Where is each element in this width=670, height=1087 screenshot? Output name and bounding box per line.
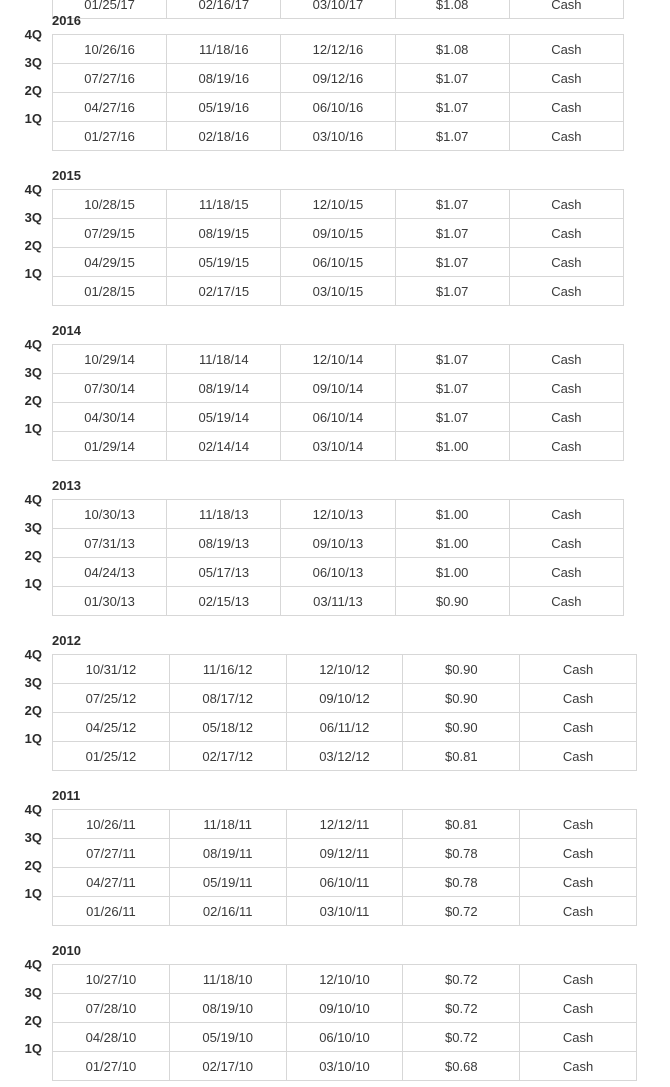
quarter-label: 4Q [24,27,42,42]
record-date: 02/16/17 [167,0,281,19]
dividend-amount: $0.72 [403,965,520,994]
dividend-amount: $1.07 [395,403,509,432]
dividend-amount: $0.72 [403,897,520,926]
table-row [53,655,637,684]
declared-date: 01/27/16 [53,122,167,151]
payable-date: 03/10/14 [281,432,395,461]
dividend-type: Cash [509,190,623,219]
declared-date: 04/30/14 [53,403,167,432]
dividend-amount: $1.07 [395,93,509,122]
declared-date: 04/27/11 [53,868,170,897]
quarter-label: 3Q [24,675,42,690]
quarter-label: 2Q [24,238,42,253]
dividend-type: Cash [509,122,623,151]
declared-date: 04/28/10 [53,1023,170,1052]
table-row [53,35,624,64]
record-date: 05/19/15 [167,248,281,277]
dividend-amount: $1.00 [395,529,509,558]
record-date: 02/14/14 [167,432,281,461]
table-row [53,684,637,713]
dividend-amount: $1.07 [395,122,509,151]
dividend-amount: $0.90 [395,587,509,616]
payable-date: 06/11/12 [286,713,403,742]
dividend-type: Cash [509,500,623,529]
dividend-type: Cash [520,742,637,771]
record-date: 05/18/12 [169,713,286,742]
payable-date: 12/10/14 [281,345,395,374]
dividend-amount: $1.08 [395,0,509,19]
dividend-type: Cash [520,1023,637,1052]
payable-date: 03/11/13 [281,587,395,616]
year-heading: 2012 [52,633,81,648]
declared-date: 01/25/12 [53,742,170,771]
dividend-amount: $0.90 [403,684,520,713]
dividend-type: Cash [509,587,623,616]
quarter-labels [0,646,42,758]
dividend-amount: $0.78 [403,868,520,897]
dividend-amount: $1.07 [395,219,509,248]
record-date: 08/19/14 [167,374,281,403]
table-row [53,345,624,374]
dividend-type: Cash [509,219,623,248]
dividend-amount: $1.00 [395,432,509,461]
quarter-label: 3Q [24,520,42,535]
declared-date: 01/26/11 [53,897,170,926]
quarter-label: 1Q [24,421,42,436]
payable-date: 09/10/14 [281,374,395,403]
dividend-type: Cash [520,655,637,684]
year-section [0,134,670,299]
record-date: 08/19/16 [167,64,281,93]
year-section [0,599,670,764]
quarter-label: 3Q [24,210,42,225]
dividend-amount: $1.07 [395,190,509,219]
declared-date: 07/31/13 [53,529,167,558]
quarter-label: 1Q [24,886,42,901]
year-section [0,754,670,919]
quarter-labels [0,801,42,913]
declared-date: 10/26/16 [53,35,167,64]
dividend-amount: $0.81 [403,810,520,839]
payable-date: 06/10/10 [286,1023,403,1052]
dividend-type: Cash [509,0,623,19]
table-row [53,93,624,122]
record-date: 11/18/16 [167,35,281,64]
quarter-labels [0,956,42,1068]
year-heading: 2015 [52,168,81,183]
quarter-label: 2Q [24,703,42,718]
table-row [53,810,637,839]
quarter-labels [0,336,42,448]
record-date: 11/18/10 [169,965,286,994]
declared-date: 01/29/14 [53,432,167,461]
quarter-label: 1Q [24,576,42,591]
quarter-label: 1Q [24,731,42,746]
quarter-labels [0,491,42,603]
record-date: 02/17/12 [169,742,286,771]
year-heading: 2013 [52,478,81,493]
table-row [53,713,637,742]
quarter-label: 4Q [24,802,42,817]
quarter-label: 2Q [24,858,42,873]
dividend-type: Cash [509,64,623,93]
table-row [53,965,637,994]
dividend-type: Cash [509,529,623,558]
dividend-amount: $1.08 [395,35,509,64]
record-date: 08/17/12 [169,684,286,713]
record-date: 08/19/11 [169,839,286,868]
quarter-label: 2Q [24,548,42,563]
payable-date: 03/10/15 [281,277,395,306]
payable-date: 03/10/11 [286,897,403,926]
record-date: 02/18/16 [167,122,281,151]
record-date: 11/18/15 [167,190,281,219]
declared-date: 10/26/11 [53,810,170,839]
dividend-type: Cash [520,994,637,1023]
year-section [0,0,670,144]
year-section [0,909,670,1074]
table-row [53,994,637,1023]
dividend-amount: $1.07 [395,345,509,374]
declared-date: 07/30/14 [53,374,167,403]
dividend-type: Cash [509,374,623,403]
dividend-type: Cash [509,558,623,587]
quarter-label: 4Q [24,647,42,662]
declared-date: 10/27/10 [53,965,170,994]
table-row [53,190,624,219]
record-date: 11/18/13 [167,500,281,529]
record-date: 05/19/11 [169,868,286,897]
payable-date: 03/10/17 [281,0,395,19]
dividend-amount: $0.90 [403,655,520,684]
record-date: 11/16/12 [169,655,286,684]
dividend-amount: $1.07 [395,374,509,403]
payable-date: 09/10/12 [286,684,403,713]
dividend-type: Cash [520,810,637,839]
quarter-label: 2Q [24,1013,42,1028]
declared-date: 10/31/12 [53,655,170,684]
declared-date: 04/25/12 [53,713,170,742]
table-row [53,374,624,403]
payable-date: 06/10/16 [281,93,395,122]
payable-date: 09/12/11 [286,839,403,868]
declared-date: 07/27/16 [53,64,167,93]
declared-date: 10/29/14 [53,345,167,374]
record-date: 05/19/16 [167,93,281,122]
declared-date: 01/27/10 [53,1052,170,1081]
quarter-label: 4Q [24,337,42,352]
declared-date: 07/25/12 [53,684,170,713]
table-row [53,248,624,277]
record-date: 02/17/15 [167,277,281,306]
dividend-type: Cash [509,345,623,374]
dividend-amount: $1.07 [395,277,509,306]
quarter-label: 1Q [24,111,42,126]
declared-date: 04/24/13 [53,558,167,587]
quarter-label: 2Q [24,83,42,98]
record-date: 08/19/10 [169,994,286,1023]
dividend-amount: $1.07 [395,64,509,93]
payable-date: 03/10/16 [281,122,395,151]
dividend-amount: $1.00 [395,500,509,529]
year-section [0,444,670,609]
payable-date: 09/10/10 [286,994,403,1023]
dividend-type: Cash [509,403,623,432]
payable-date: 12/12/16 [281,35,395,64]
record-date: 08/19/15 [167,219,281,248]
dividend-type: Cash [520,965,637,994]
payable-date: 09/10/13 [281,529,395,558]
dividend-type: Cash [520,868,637,897]
year-section [0,289,670,454]
quarter-label: 4Q [24,957,42,972]
payable-date: 03/12/12 [286,742,403,771]
payable-date: 09/10/15 [281,219,395,248]
payable-date: 12/12/11 [286,810,403,839]
quarter-label: 3Q [24,830,42,845]
dividend-amount: $0.81 [403,742,520,771]
table-row [53,1023,637,1052]
dividend-amount: $1.07 [395,248,509,277]
dividend-type: Cash [520,839,637,868]
dividend-type: Cash [520,1052,637,1081]
declared-date: 07/27/11 [53,839,170,868]
payable-date: 06/10/15 [281,248,395,277]
dividend-table [52,964,637,1081]
record-date: 11/18/14 [167,345,281,374]
dividend-amount: $1.00 [395,558,509,587]
record-date: 02/17/10 [169,1052,286,1081]
dividend-amount: $0.78 [403,839,520,868]
record-date: 05/19/14 [167,403,281,432]
quarter-label: 3Q [24,55,42,70]
dividend-amount: $0.90 [403,713,520,742]
record-date: 05/17/13 [167,558,281,587]
payable-date: 06/10/11 [286,868,403,897]
quarter-labels [0,26,42,138]
dividend-amount: $0.72 [403,1023,520,1052]
record-date: 02/16/11 [169,897,286,926]
quarter-label: 4Q [24,492,42,507]
payable-date: 09/12/16 [281,64,395,93]
dividend-amount: $0.68 [403,1052,520,1081]
declared-date: 01/30/13 [53,587,167,616]
declared-date: 10/28/15 [53,190,167,219]
dividend-type: Cash [509,432,623,461]
table-row [53,219,624,248]
table-row [53,1052,637,1081]
dividend-type: Cash [509,35,623,64]
year-heading: 2010 [52,943,81,958]
table-row [53,403,624,432]
dividend-type: Cash [509,248,623,277]
table-row [53,529,624,558]
record-date: 11/18/11 [169,810,286,839]
declared-date: 04/27/16 [53,93,167,122]
payable-date: 06/10/14 [281,403,395,432]
payable-date: 12/10/15 [281,190,395,219]
payable-date: 12/10/13 [281,500,395,529]
declared-date: 04/29/15 [53,248,167,277]
declared-date: 10/30/13 [53,500,167,529]
dividend-type: Cash [509,93,623,122]
year-heading: 2016 [52,13,81,28]
quarter-label: 4Q [24,182,42,197]
payable-date: 12/10/10 [286,965,403,994]
quarter-label: 1Q [24,266,42,281]
declared-date: 01/25/17 [53,0,167,19]
quarter-label: 1Q [24,1041,42,1056]
dividend-type: Cash [509,277,623,306]
record-date: 02/15/13 [167,587,281,616]
dividend-type: Cash [520,684,637,713]
quarter-label: 3Q [24,985,42,1000]
quarter-labels [0,181,42,293]
table-row [53,839,637,868]
quarter-label: 3Q [24,365,42,380]
table-row [53,500,624,529]
record-date: 08/19/13 [167,529,281,558]
record-date: 05/19/10 [169,1023,286,1052]
declared-date: 01/28/15 [53,277,167,306]
dividend-type: Cash [520,897,637,926]
table-row [53,868,637,897]
declared-date: 07/28/10 [53,994,170,1023]
year-heading: 2014 [52,323,81,338]
table-row [53,558,624,587]
dividend-type: Cash [520,713,637,742]
declared-date: 07/29/15 [53,219,167,248]
payable-date: 12/10/12 [286,655,403,684]
quarter-label: 2Q [24,393,42,408]
year-heading: 2011 [52,788,81,803]
payable-date: 03/10/10 [286,1052,403,1081]
table-row [53,64,624,93]
dividend-amount: $0.72 [403,994,520,1023]
payable-date: 06/10/13 [281,558,395,587]
